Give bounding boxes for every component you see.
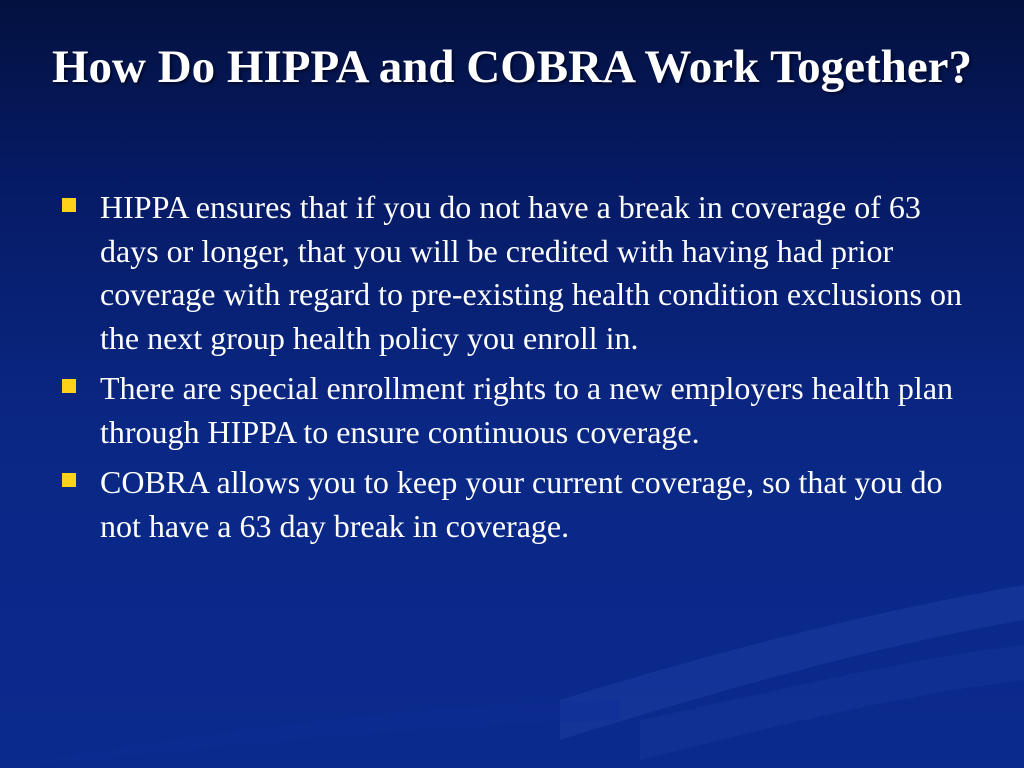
bullet-text: HIPPA ensures that if you do not have a break in coverage of 63 days or longer, that you will be credited with having had prior coverage with regard to pre-existing health condition exclusions on the next group health policy you enroll in. xyxy=(100,189,962,356)
bullet-text: There are special enrollment rights to a new employers health plan through HIPPA to ensure continuous coverage. xyxy=(100,370,954,450)
bullet-text: COBRA allows you to keep your current coverage, so that you do not have a 63 day break in coverage. xyxy=(100,464,943,544)
square-bullet-icon xyxy=(62,473,76,487)
square-bullet-icon xyxy=(62,198,76,212)
slide-title: How Do HIPPA and COBRA Work Together? xyxy=(51,41,973,93)
bullet-item xyxy=(62,461,962,548)
bullet-list xyxy=(62,186,962,555)
bullet-item xyxy=(62,186,962,360)
bullet-item xyxy=(62,367,962,454)
square-bullet-icon xyxy=(62,379,76,393)
